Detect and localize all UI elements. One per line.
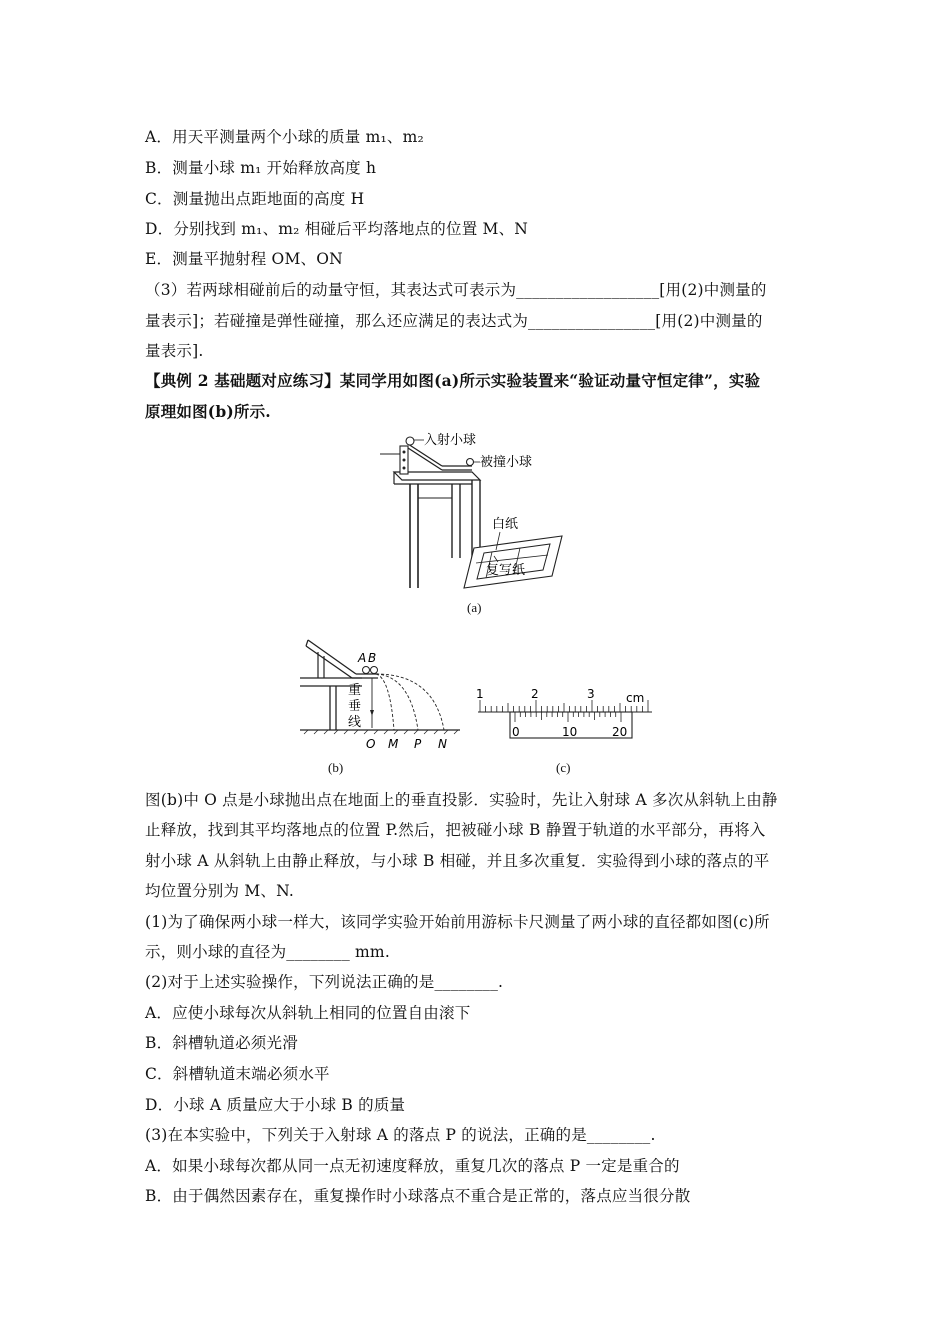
label-m: M — [388, 737, 399, 751]
option-c-height: C．测量抛出点距地面的高度 H — [145, 190, 365, 208]
option-a-mass: A．用天平测量两个小球的质量 m₁、m₂ — [145, 128, 424, 146]
option-d-position: D．分别找到 m₁、m₂ 相碰后平均落地点的位置 M、N — [145, 220, 529, 238]
label-o: O — [366, 737, 376, 751]
label-target-ball: 被撞小球 — [480, 455, 533, 470]
question-2-option-c: C．斜槽轨道末端必须水平 — [145, 1065, 330, 1083]
vernier-20: 20 — [612, 725, 628, 739]
question-2-option-a: A．应使小球每次从斜轨上相同的位置自由滚下 — [145, 1004, 471, 1022]
option-e-range: E．测量平抛射程 OM、ON — [145, 250, 343, 268]
label-b: B — [368, 651, 377, 665]
label-white-paper: 白纸 — [492, 517, 519, 532]
example-heading: 【典例 2 基础题对应练习】某同学用如图(a)所示实验装置来“验证动量守恒定律”，实验 — [145, 371, 761, 390]
label-plumb-2: 垂 — [348, 699, 362, 714]
body-paragraph-4: 均位置分别为 M、N. — [145, 882, 294, 900]
vernier-0: 0 — [512, 725, 520, 739]
main-scale-2: 2 — [531, 687, 539, 701]
main-scale-unit: cm — [626, 691, 645, 705]
body-paragraph-3: 射小球 A 从斜轨上由静止释放，与小球 B 相碰，并且多次重复．实验得到小球的落点的平 — [145, 852, 770, 870]
question-3-option-a: A．如果小球每次都从同一点无初速度释放，重复几次的落点 P 一定是重合的 — [145, 1157, 680, 1175]
question-2: (2)对于上述实验操作，下列说法正确的是________. — [145, 973, 504, 991]
figure-c-caption: (c) — [556, 760, 571, 775]
figure-b-caption: (b) — [328, 760, 344, 775]
question-2-option-b: B．斜槽轨道必须光滑 — [145, 1034, 298, 1052]
body-paragraph-2: 止释放，找到其平均落地点的位置 P.然后，把被碰小球 B 静置于轨道的水平部分，再将入 — [145, 821, 766, 839]
label-plumb-1: 重 — [348, 683, 362, 698]
figure-a-caption: (a) — [467, 600, 482, 615]
label-a: A — [358, 651, 367, 665]
vernier-10: 10 — [562, 725, 578, 739]
question-1-line2: 示，则小球的直径为________ mm. — [145, 943, 390, 961]
label-p: P — [414, 737, 422, 751]
label-n: N — [438, 737, 447, 751]
label-carbon-paper: 复写纸 — [486, 563, 526, 578]
question-1-line1: (1)为了确保两小球一样大，该同学实验开始前用游标卡尺测量了两小球的直径都如图(c)所 — [145, 913, 770, 931]
figure-b-principle — [300, 630, 460, 755]
option-b-height: B．测量小球 m₁ 开始释放高度 h — [145, 159, 377, 177]
question-3-line2: 量表示]；若碰撞是弹性碰撞，那么还应满足的表达式为________________[用(2)中测量的 — [145, 312, 763, 330]
question-3: (3)在本实验中，下列关于入射球 A 的落点 P 的说法，正确的是________. — [145, 1126, 656, 1144]
label-plumb-3: 线 — [348, 715, 362, 730]
figure-a-apparatus — [380, 428, 570, 598]
body-paragraph-1: 图(b)中 O 点是小球抛出点在地面上的垂直投影．实验时，先让入射球 A 多次从斜轨上由静 — [145, 791, 778, 809]
main-scale-1: 1 — [476, 687, 484, 701]
label-incident-ball: 入射小球 — [424, 433, 477, 448]
question-3-line3: 量表示]. — [145, 342, 204, 360]
figure-c-vernier-caliper — [470, 682, 660, 752]
question-3-option-b: B．由于偶然因素存在，重复操作时小球落点不重合是正常的，落点应当很分散 — [145, 1187, 691, 1205]
example-heading-2: 原理如图(b)所示. — [145, 402, 271, 421]
question-2-option-d: D．小球 A 质量应大于小球 B 的质量 — [145, 1096, 406, 1114]
question-3-line1: （3）若两球相碰前后的动量守恒，其表达式可表示为__________________[用(2)中测量的 — [145, 281, 767, 299]
main-scale-3: 3 — [587, 687, 595, 701]
